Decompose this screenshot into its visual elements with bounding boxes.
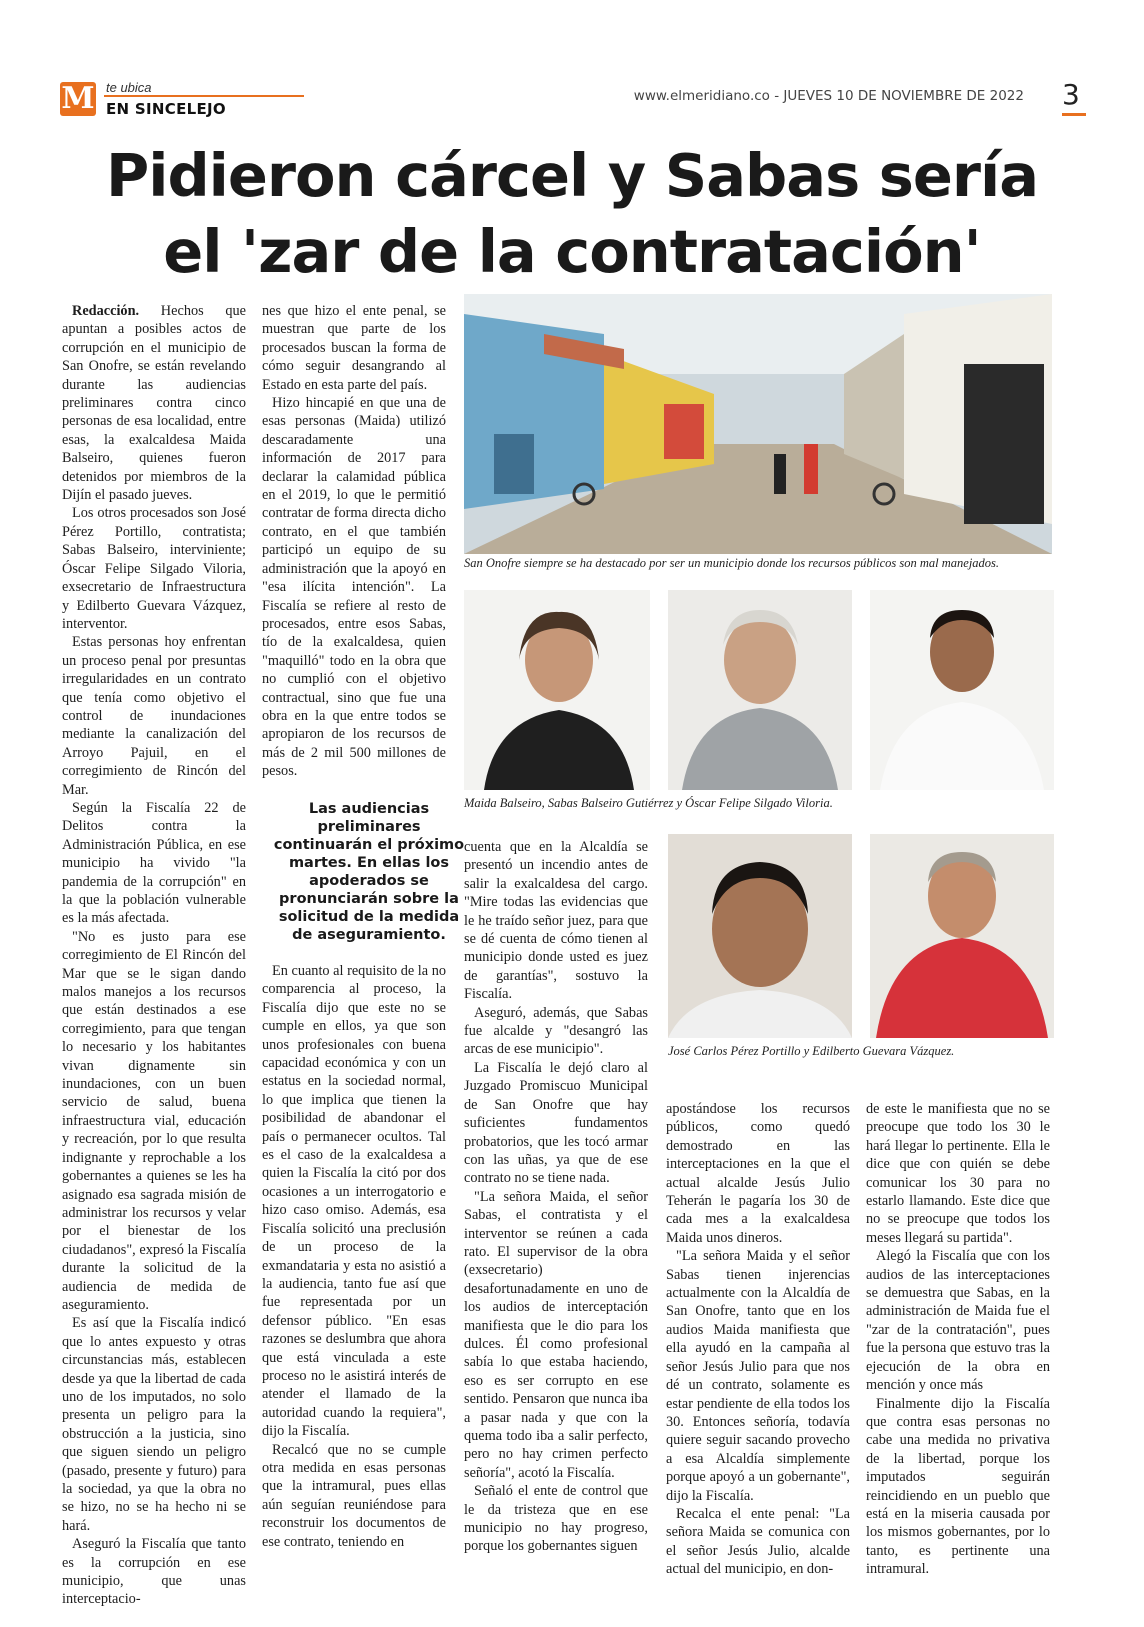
paragraph: apostándose los recursos públicos, como quedó demostrado en las interceptaciones en la que el actual alcalde Jesús Julio Teherán le pagaría los 30 de cada mes a la exalcaldesa Maida unos dineros.	[666, 1101, 850, 1246]
portrait-maida-balseiro	[464, 590, 650, 790]
portrait-oscar-silgado	[870, 590, 1054, 790]
paragraph: nes que hizo el ente penal, se muestran que parte de los procesados buscan la forma de cómo seguir desangrando al Estado en esta parte del país.	[262, 303, 446, 393]
portrait-edilberto-guevara	[870, 834, 1054, 1038]
paragraph: "La señora Maida, el señor Sabas, el contratista y el interventor se reúnen a cada rato. El supervisor de la obra (exsecretario) desafortunadamente en uno de los audios de interceptación manifiesta que le dio para los dulces. Él como profesional sabía lo que estaba haciendo, eso es ser corrupto en ese sentido. Pensaron que nunca iba a pasar nada y que con la quema todo iba a salir perfecto, pero no hay crimen perfecto señoría", acotó la Fiscalía.	[464, 1188, 648, 1481]
paragraph: Recalcó que no se cumple otra medida en esas personas que la intramural, pues ellas aún seguían reuniéndose para reconstruir los documentos de ese contrato, teniendo en	[262, 1441, 446, 1550]
article-column-2-bottom	[262, 962, 446, 1551]
paragraph: cuenta que en la Alcaldía se presentó un incendio antes de salir la exalcaldesa del cargo. "Mire todas las evidencias que le he traído señor juez, para que se dé cuenta de cómo tienen al municipio donde usted es juez de garantías", sostuvo la Fiscalía.	[464, 839, 648, 1003]
headline-line-2: el 'zar de la contratación'	[163, 217, 981, 286]
paragraph: Señaló el ente de control que le da tristeza que en ese municipio no hay progreso, porque los gobernantes siguen	[464, 1483, 648, 1555]
logo-tagline: te ubica	[106, 80, 152, 95]
dateline: www.elmeridiano.co - JUEVES 10 DE NOVIEMBRE DE 2022	[633, 88, 1024, 104]
paragraph: Los otros procesados son José Pérez Portillo, contratista; Sabas Balseiro, interviniente; Óscar Felipe Silgado Viloria, exsecretario de Infraestructura y Edilberto Guevara Vázquez, interventor.	[62, 505, 246, 632]
paragraph: En cuanto al requisito de la no comparencia al proceso, la Fiscalía dijo que este no se cumple en ellos, ya que son unos profesionales con buena capacidad económica y con un estatus en la sociedad normal, lo que implica que tienen la posibilidad de abandonar el país o permanecer ocultos. Tal es el caso de la exalcaldesa a quien la Fiscalía la citó por dos ocasiones a un interrogatorio e hizo caso omiso. Además, esa Fiscalía solicitó una preclusión de un proceso de la exmandataria y esta no asistió a la audiencia, tanto fue así que fue representada por un defensor público. "En esas razones se deslumbra que ahora que está vinculada a este proceso no le asistirá interés de atender el llamado de la autoridad cuando la requiera", dijo la Fiscalía.	[262, 963, 446, 1440]
headline-line-1: Pidieron cárcel y Sabas sería	[105, 141, 1039, 210]
paragraph: Según la Fiscalía 22 de Delitos contra la Administración Pública, en ese municipio ha vivido "la pandemia de la corrupción" en la que la población vulnerable es la más afectada.	[62, 799, 246, 927]
pullquote: Las audiencias preliminares continuarán el próximo martes. En ellas los apoderados se pronunciarán sobre la solicitud de la medida de aseguramiento.	[273, 801, 465, 943]
article-column-4	[666, 1100, 850, 1579]
paragraph: Aseguró la Fiscalía que tanto es la corrupción en ese municipio, que unas interceptacio-	[62, 1536, 246, 1608]
page-number-underline	[1062, 113, 1086, 116]
row1-caption: Maida Balseiro, Sabas Balseiro Gutiérrez y Óscar Felipe Silgado Viloria.	[464, 796, 833, 810]
paragraph: "No es justo para ese corregimiento de El Rincón del Mar que se le sigan dando malos manejos a los recursos que están destinados a ese corregimiento, para que tengan lo necesario y los habitantes vivan dignamente sin inundaciones, con un buen servicio de salud, buena infraestructura vial, educación y recreación, por lo que resulta indignante y reprochable a los gobernantes a quienes se les ha asignado esa sagrada misión de administrar los recursos y velar por el bienestar de los ciudadanos", expresó la Fiscalía durante la solicitud de la audiencia de medida de aseguramiento.	[62, 928, 246, 1313]
street-photo-caption: San Onofre siempre se ha destacado por ser un municipio donde los recursos públicos son mal manejados.	[464, 556, 1000, 570]
paragraph: Finalmente dijo la Fiscalía que contra esas personas no cabe una medida no privativa de la libertad, porque los imputados seguirán reincidiendo en un pueblo que está en la miseria causada por los mismos gobernantes, por lo tanto, es pertinente una intramural.	[866, 1395, 1050, 1578]
headline	[40, 138, 1104, 290]
paragraph: Es así que la Fiscalía indicó que lo antes expuesto y otras circunstancias más, establecen desde ya que la libertad de cada uno de los imputados, no solo presenta un peligro para la obstrucción a la justicia, sino que siguen siendo un peligro (pasado, presente y futuro) para la sociedad, ya que la obra no se hizo, no se ha hecho ni se hará.	[62, 1315, 246, 1534]
article-column-2-top	[262, 302, 446, 781]
paragraph: La Fiscalía le dejó claro al Juzgado Promiscuo Municipal de San Onofre que hay suficientes fundamentos probatorios, que les tocó armar con las uñas, ya que de ese contrato no se tiene nada.	[464, 1059, 648, 1187]
header-divider	[104, 95, 304, 97]
paragraph: "La señora Maida y el señor Sabas tienen injerencias actualmente con la Alcaldía de San Onofre, tanto que en los audios Maida manifiesta que ella ayudó en la campaña al señor Jesús Julio para que nos dé un contrato, solamente es estar pendiente de ella todos los 30. Entonces señoría, todavía quiere seguir sacando provecho a esa Alcaldía simplemente porque apoyó a un gobernante", dijo la Fiscalía.	[666, 1248, 850, 1504]
byline: Redacción.	[72, 303, 140, 319]
article-column-5	[866, 1100, 1050, 1579]
paragraph: Aseguró, además, que Sabas fue alcalde y "desangró las arcas de ese municipio".	[464, 1004, 648, 1058]
section-label: EN SINCELEJO	[106, 100, 226, 118]
paragraph: de este le manifiesta que no se preocupe que todo los 30 le hará llegar lo pertinente. Ella le dice que con quién se debe comunicar los 30 para no estarlo llamando. Este dice que no se preocupe que todos los meses llegará su partida".	[866, 1101, 1050, 1246]
paragraph: Recalca el ente penal: "La señora Maida se comunica con el señor Jesús Julio, alcalde actual del municipio, en don-	[666, 1505, 850, 1578]
portrait-sabas-balseiro	[668, 590, 852, 790]
article-column-1	[62, 302, 246, 1609]
paragraph: Redacción. Hechos que apuntan a posibles actos de corrupción en el municipio de San Onofre, se están revelando durante las audiencias preliminares contra cinco personas de esa localidad, entre esas, la exalcaldesa Maida Balseiro, quienes fueron detenidos por miembros de la Dijín el pasado jueves.	[62, 303, 246, 504]
portrait-jose-perez-portillo	[668, 834, 852, 1038]
page-number: 3	[1062, 78, 1080, 111]
street-photo	[464, 294, 1052, 554]
paragraph: Estas personas hoy enfrentan un proceso penal por presuntas irregularidades en un contrato que tenía como objetivo el control de inundaciones mediante la canalización del Arroyo Pajuil, en el corregimiento de Rincón del Mar.	[62, 634, 246, 798]
paragraph: Hizo hincapié en que una de esas personas (Maida) utilizó descaradamente una información de 2017 para declarar la calamidad pública en el 2019, lo que le permitió contratar de forma directa dicho contrato, en el que también participó un equipo de su administración que la apoyó en "esa ilícita intención". La Fiscalía se refiere al resto de procesados, entre esos Sabas, tío de la exalcaldesa, quien "maquilló" todo en la obra que no cumplió con el objetivo contractual, sino que fue una obra en la que entre todos se apropiaron de los recursos de más de 2 mil 500 millones de pesos.	[262, 395, 446, 780]
article-column-3	[464, 838, 648, 1556]
row2-caption: José Carlos Pérez Portillo y Edilberto Guevara Vázquez.	[668, 1044, 955, 1058]
paragraph: Alegó la Fiscalía que con los audios de las interceptaciones se demuestra que Sabas, en la administración de Maida fue el "zar de la contratación", pues fue la persona que estuvo tras la ejecución de la obra en mención y once más	[866, 1248, 1050, 1394]
newspaper-logo: M	[61, 81, 95, 116]
